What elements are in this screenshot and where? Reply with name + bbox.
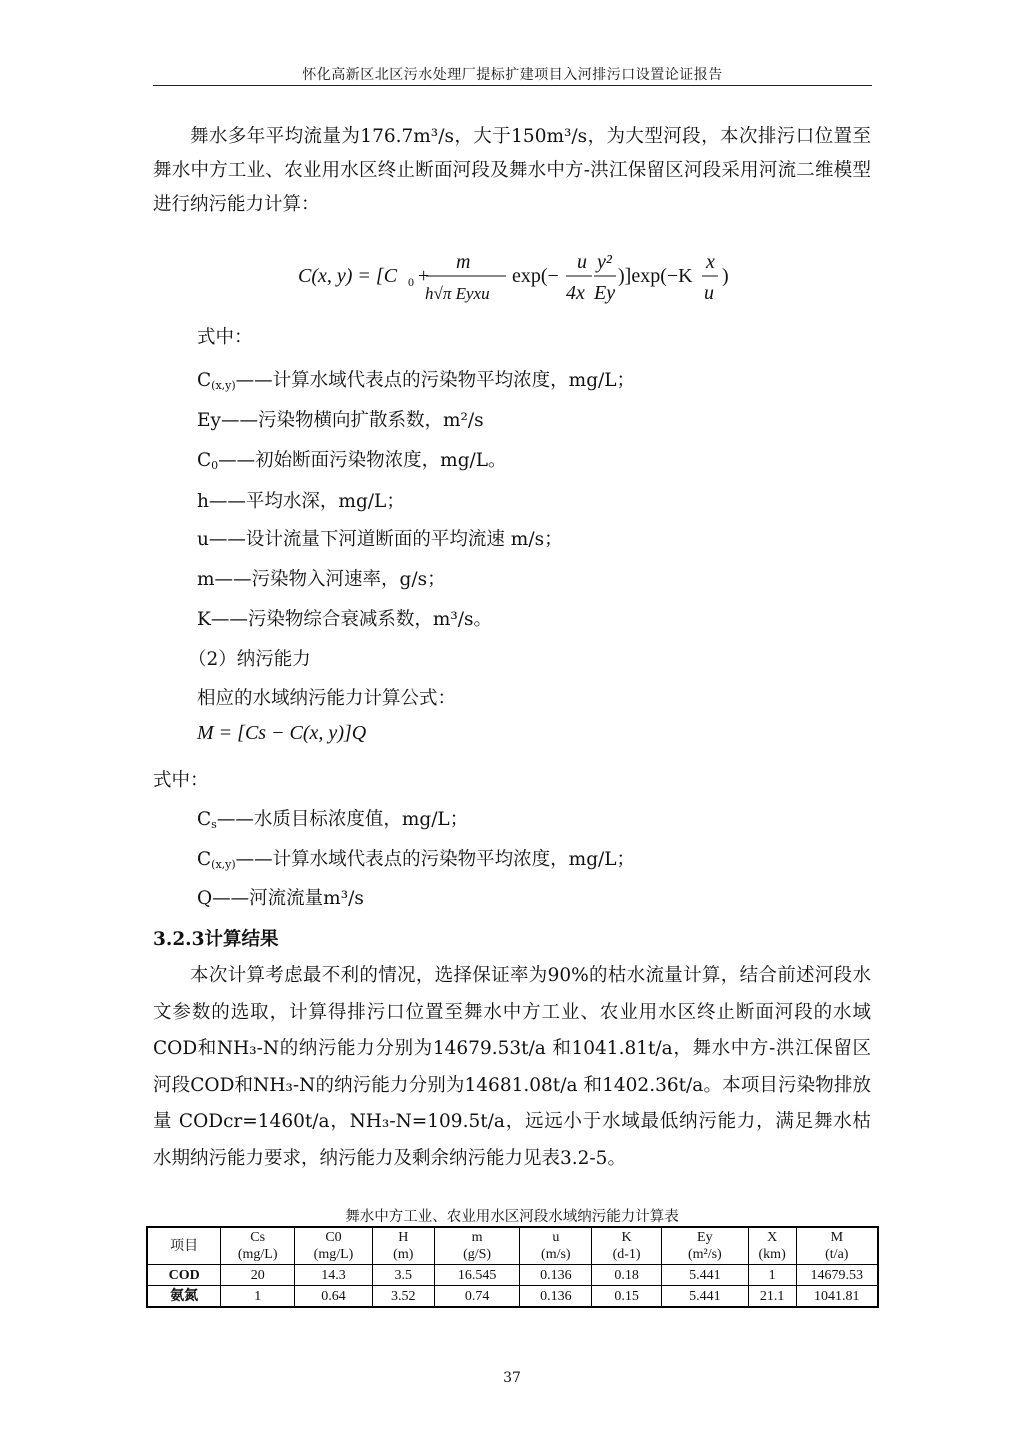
cell: 1: [748, 1265, 796, 1286]
formula-num-m: m: [456, 251, 471, 273]
cell: 3.52: [372, 1286, 434, 1308]
section-2-intro: 相应的水域纳污能力计算公式：: [197, 688, 457, 709]
cell: 0.64: [295, 1286, 373, 1308]
section-heading: 3.2.3计算结果: [153, 929, 279, 950]
formula-exp2: )]exp(−K: [618, 265, 693, 287]
cell: 氨氮: [147, 1286, 221, 1308]
formula-sub0: 0: [408, 275, 414, 289]
cell: 16.545: [434, 1265, 520, 1286]
th-cs: Cs (mg/L): [221, 1227, 295, 1265]
def-row: K——污染物综合衰减系数，m³/s。: [197, 609, 493, 630]
cell: 3.5: [372, 1265, 434, 1286]
formula-svg: [298, 248, 738, 308]
th-m: m (g/S): [434, 1227, 520, 1265]
cell: 0.15: [592, 1286, 662, 1308]
def-row: m——污染物入河速率，g/s；: [197, 569, 446, 590]
th-M: M (t/a): [796, 1227, 878, 1265]
cell: 0.74: [434, 1286, 520, 1308]
table-row: [147, 1265, 878, 1286]
cell: 0.136: [520, 1286, 592, 1308]
def2-row: $C_{(x,y)}——$计算水域代表点的污染物平均浓度，mg/L；: [197, 849, 636, 871]
cell: 1041.81: [796, 1286, 878, 1308]
formula-lhs: C(x, y) = [C: [298, 265, 398, 287]
formula-frac-x-num: x: [706, 251, 715, 273]
def-row: Ey——污染物横向扩散系数，m²/s: [197, 410, 484, 431]
results-paragraph: 本次计算考虑最不利的情况，选择保证率为90%的枯水流量计算，结合前述河段水文参数的选取，计算得排污口位置至舞水中方工业、农业用水区终止断面河段的水域COD和NH₃-N的纳污能力分别为14679.53t/a 和1041.81t/a，舞水中方-洪江保留区河段COD和NH₃-N的纳污能力分别为14681.08t/a 和1402.36t/a。本项目污染物排放量 CODcr=1460t/a，NH₃-N=109.5t/a，远远小于水域最低纳污能力，满足舞水枯水期纳污能力要求，纳污能力及剩余纳污能力见表3.2-5。: [153, 965, 871, 1169]
formula-frac-y-den: Ey: [594, 282, 616, 304]
th-ey: Ey (m²/s): [661, 1227, 748, 1265]
cell: 0.136: [520, 1265, 592, 1286]
page-header: 怀化高新区北区污水处理厂提标扩建项目入河排污口设置论证报告: [302, 67, 723, 83]
formula-frac-u-num: u: [577, 251, 587, 273]
cell: 5.441: [661, 1286, 748, 1308]
cell: 5.441: [661, 1265, 748, 1286]
formula-frac-y-num: y²: [597, 251, 612, 273]
th-h: H (m): [372, 1227, 434, 1265]
def-row: $C_{(x,y)}——$计算水域代表点的污染物平均浓度，mg/L；: [197, 370, 636, 392]
cell: 1: [221, 1286, 295, 1308]
def2-row: $C_s——$水质目标浓度值，mg/L；: [197, 809, 469, 831]
table-row: [147, 1286, 878, 1308]
formula-exp1: exp(−: [512, 265, 559, 287]
def-row: h——平均水深，mg/L；: [197, 491, 405, 512]
def-row: u——设计流量下河道断面的平均流速 m/s；: [197, 529, 563, 550]
cell: 0.18: [592, 1265, 662, 1286]
table-header-row: [147, 1227, 878, 1265]
th-x: X (km): [748, 1227, 796, 1265]
formula-frac-x-den: u: [704, 282, 714, 304]
cell: 20: [221, 1265, 295, 1286]
cell: 21.1: [748, 1286, 796, 1308]
th-c0: C0 (mg/L): [295, 1227, 373, 1265]
formula-capacity: M = [Cs − C(x, y)]Q: [197, 722, 367, 744]
formula-plus: +: [418, 265, 430, 287]
formula-den-m: h√π Eyxu: [425, 284, 490, 303]
cell: COD: [147, 1265, 221, 1286]
section-2-title: （2）纳污能力: [188, 649, 311, 670]
defs2-title: 式中：: [153, 770, 209, 791]
cell: 14679.53: [796, 1265, 878, 1286]
formula-frac-u-den: 4x: [566, 282, 585, 304]
th-k: K (d-1): [592, 1227, 662, 1265]
def2-row: Q——河流流量m³/s: [197, 888, 364, 909]
table-caption: 舞水中方工业、农业用水区河段水域纳污能力计算表: [345, 1209, 679, 1225]
th-item: 项目: [147, 1227, 221, 1265]
defs-title: 式中：: [197, 327, 253, 348]
formula-2d-model: [298, 248, 738, 314]
intro-paragraph: 舞水多年平均流量为176.7m³/s，大于150m³/s，为大型河段，本次排污口位置至舞水中方工业、农业用水区终止断面河段及舞水中方-洪江保留区河段采用河流二维模型进行纳污能力计算：: [153, 126, 871, 215]
page-number: 37: [503, 1370, 521, 1386]
header-rule: [153, 85, 872, 86]
cell: 14.3: [295, 1265, 373, 1286]
def-row: $C_0——$初始断面污染物浓度，mg/L。: [197, 450, 507, 472]
th-u: u (m/s): [520, 1227, 592, 1265]
capacity-table: [146, 1226, 879, 1308]
formula-close: ): [722, 265, 729, 287]
